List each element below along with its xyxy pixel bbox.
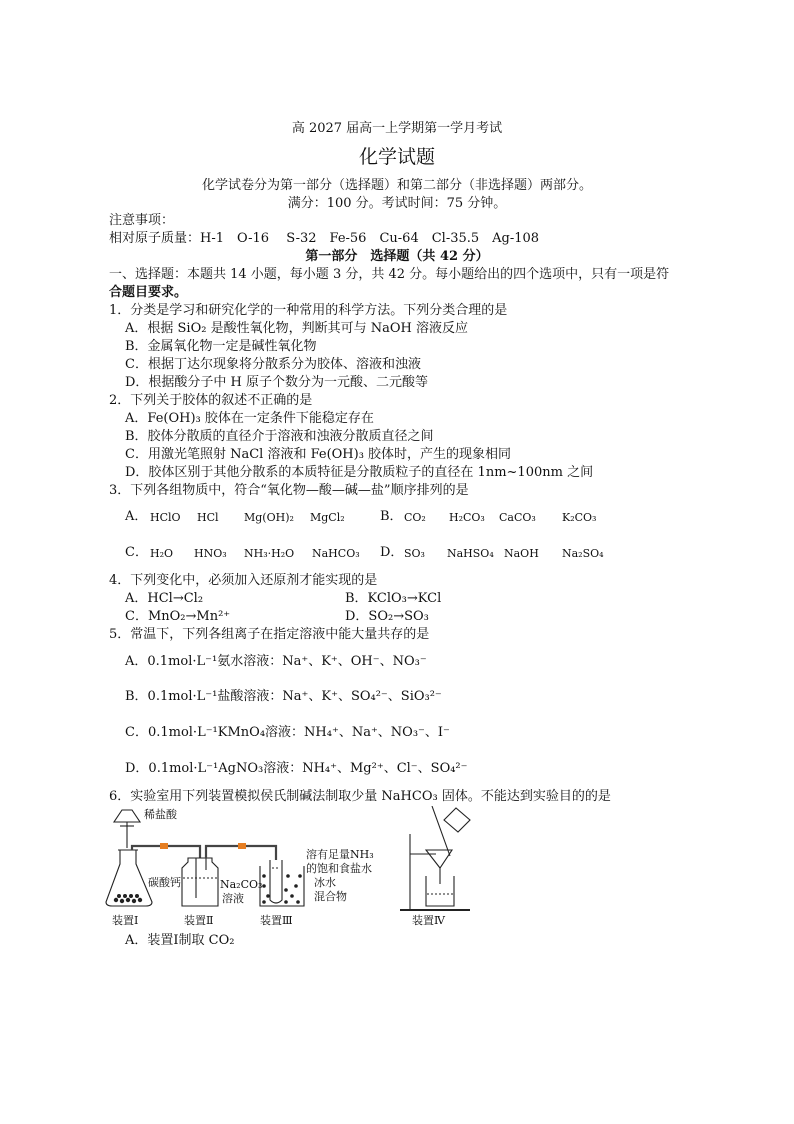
section-instructions-cont: 合题目要求。 [109,285,188,300]
q3-d-item: NaHSO₄ [447,547,494,560]
q3-a-item: HCl [197,511,219,524]
q6-option-a: A．装置Ⅰ制取 CO₂ [125,933,235,948]
q5-option-d: D．0.1mol·L⁻¹AgNO₃溶液：NH₄⁺、Mg²⁺、Cl⁻、SO₄²⁻ [125,761,468,776]
q2-option-a: A．Fe(OH)₃ 胶体在一定条件下能稳定存在 [125,411,374,426]
q4-option-a: A．HCl→Cl₂ [125,591,204,606]
q3-a-item: MgCl₂ [310,511,345,524]
q3-b-item: H₂CO₃ [449,511,485,524]
label-apparatus-2: 装置Ⅱ [184,914,214,927]
q3-option-b-label: B． [380,509,403,524]
q4-option-c: C．MnO₂→Mn²⁺ [125,609,231,624]
q3-c-item: HNO₃ [194,547,227,560]
label-apparatus-1: 装置Ⅰ [112,914,139,927]
q3-b-item: CO₂ [404,511,426,524]
section-instructions: 一、选择题：本题共 14 小题，每小题 3 分，共 42 分。每小题给出的四个选项中，只有一项是符 [109,267,670,282]
pouring-beaker-icon [444,808,470,832]
label-mixture: 混合物 [314,890,347,903]
q1-option-a: A．根据 SiO₂ 是酸性氧化物，判断其可与 NaOH 溶液反应 [125,321,468,336]
part1-title: 第一部分 选择题（共 42 分） [305,249,489,264]
q5-option-c: C．0.1mol·L⁻¹KMnO₄溶液：NH₄⁺、Na⁺、NO₃⁻、I⁻ [125,725,450,740]
q2-option-b: B．胶体分散质的直径介于溶液和浊液分散质直径之间 [125,429,434,444]
conical-flask-icon [106,850,152,906]
label-na2co3: Na₂CO₃ [220,878,263,891]
q1-stem: 1．分类是学习和研究化学的一种常用的科学方法。下列分类合理的是 [109,303,508,318]
q3-option-a-label: A． [125,509,148,524]
atomic-masses: 相对原子质量：H-1 O-16 S-32 Fe-56 Cu-64 Cl-35.5 Ag-108 [109,231,540,246]
q4-stem: 4．下列变化中，必须加入还原剂才能实现的是 [109,573,378,588]
label-apparatus-3: 装置Ⅲ [260,914,293,927]
q3-b-item: K₂CO₃ [562,511,597,524]
subject-title: 化学试题 [358,146,435,168]
glass-rod-icon [432,806,450,856]
label-saturated-brine: 的饱和食盐水 [306,862,372,875]
q2-option-c: C．用激光笔照射 NaCl 溶液和 Fe(OH)₃ 胶体时，产生的现象相同 [125,447,512,462]
q6-stem: 6．实验室用下列装置模拟侯氏制碱法制取少量 NaHCO₃ 固体。不能达到实验目的的是 [109,789,611,804]
label-dilute-hcl: 稀盐酸 [144,808,177,821]
q3-d-item: SO₃ [404,547,425,560]
q4-option-d: D．SO₂→SO₃ [345,609,429,624]
q2-stem: 2．下列关于胶体的叙述不正确的是 [109,393,313,408]
q1-option-d: D．根据酸分子中 H 原子个数分为一元酸、二元酸等 [125,375,429,390]
label-na2co3-solution: 溶液 [222,892,244,905]
score-time-line: 满分：100 分。考试时间：75 分钟。 [287,196,507,211]
label-apparatus-4: 装置Ⅳ [412,914,445,927]
q1-option-c: C．根据丁达尔现象将分散系分为胶体、溶液和浊液 [125,357,421,372]
wash-bottle-icon [182,858,218,906]
filter-funnel-icon [426,850,452,868]
q2-option-d: D．胶体区别于其他分散系的本质特征是分散质粒子的直径在 1nm~100nm 之间 [125,465,594,480]
q4-option-b: B．KClO₃→KCl [345,591,442,606]
label-ice-water: 冰水 [314,876,336,889]
apparatus-figure [100,806,490,934]
label-nh3: 溶有足量NH₃ [306,848,374,861]
q1-option-b: B．金属氧化物一定是碱性氧化物 [125,339,317,354]
q5-option-b: B．0.1mol·L⁻¹盐酸溶液：Na⁺、K⁺、SO₄²⁻、SiO₃²⁻ [125,689,442,704]
intro-line: 化学试卷分为第一部分（选择题）和第二部分（非选择题）两部分。 [201,178,592,193]
q3-stem: 3．下列各组物质中，符合“氧化物—酸—碱—盐”顺序排列的是 [109,483,469,498]
q3-b-item: CaCO₃ [499,511,536,524]
q5-stem: 5．常温下，下列各组离子在指定溶液中能大量共存的是 [109,627,430,642]
q3-c-item: NaHCO₃ [312,547,360,560]
q3-d-item: Na₂SO₄ [562,547,604,560]
q3-c-item: H₂O [150,547,174,560]
q3-option-c-label: C． [125,545,148,560]
q3-d-item: NaOH [504,547,539,560]
exam-title: 高 2027 届高一上学期第一学月考试 [291,121,503,136]
funnel-body-icon [114,810,140,822]
q5-option-a: A．0.1mol·L⁻¹氨水溶液：Na⁺、K⁺、OH⁻、NO₃⁻ [125,654,427,669]
notice-heading: 注意事项： [109,213,175,228]
q3-c-item: NH₃·H₂O [244,547,295,560]
q3-a-item: Mg(OH)₂ [244,511,294,524]
label-caco3: 碳酸钙 [148,876,181,889]
q3-a-item: HClO [150,511,181,524]
q3-option-d-label: D． [380,545,404,560]
